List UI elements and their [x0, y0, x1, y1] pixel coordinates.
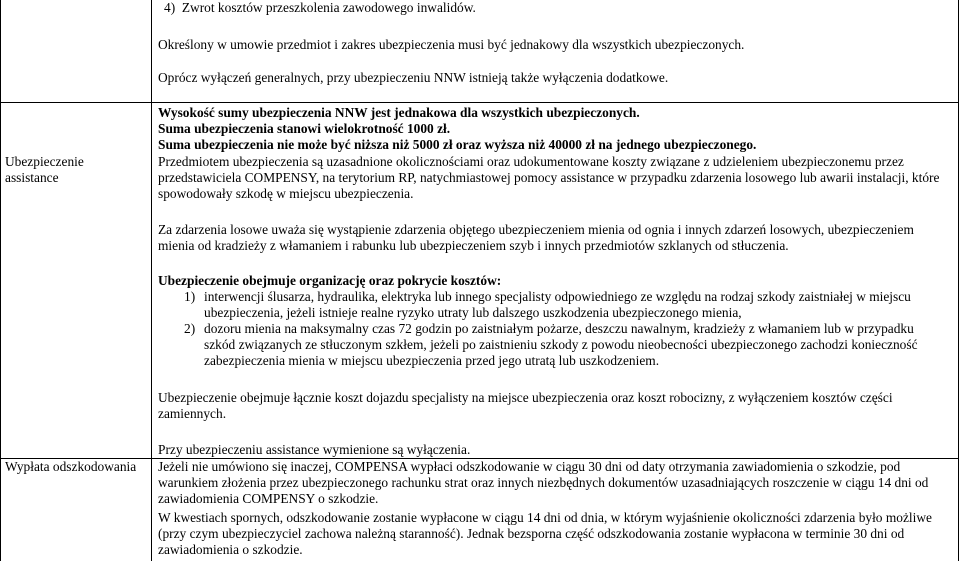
- table-border-left: [0, 0, 1, 561]
- travel-cost-paragraph: [158, 390, 943, 422]
- column-divider: [151, 0, 152, 561]
- list-item: [158, 321, 938, 369]
- random-events-paragraph: [158, 222, 953, 254]
- paragraph-text: Określony w umowie przedmiot i zakres ubezpieczenia musi być jednakowy dla wszystkich ubezpieczonych.: [158, 37, 745, 52]
- list-number: 2): [184, 321, 196, 336]
- list-item-text: dozoru mienia na maksymalny czas 72 godzin po zaistniałym pożarze, deszczu nawalnym, kradzieży z włamaniem lub w przypadku szkód związanych ze stłuczonym szkłem, jeżeli po zaistnieniu szkody z powodu nieobecności ubezpieczonego zachodzi konieczność zabezpieczenia mienia w miejscu ubezpieczenia przed jego utratą lub uszkodzeniem.: [204, 321, 918, 368]
- payout-paragraph-2: [158, 510, 953, 558]
- row-label-payout: [5, 459, 151, 475]
- payout-paragraph-1: [158, 459, 953, 507]
- list-number: 1): [184, 289, 196, 304]
- list-item: [158, 289, 938, 321]
- top-item: [164, 0, 944, 16]
- list-item-4: 4) Zwrot kosztów przeszkolenia zawodowego inwalidów.: [164, 0, 476, 15]
- row-label-line: assistance: [5, 170, 59, 185]
- coverage-list: [158, 289, 938, 369]
- paragraph-text: Przy ubezpieczeniu assistance wymienione są wyłączenia.: [158, 442, 471, 457]
- table-border-right: [958, 0, 959, 561]
- paragraph-text: Ubezpieczenie obejmuje łącznie koszt dojazdu specjalisty na miejsce ubezpieczenia oraz koszt robocizny, z wyłączeniem kosztów części zamiennych.: [158, 390, 893, 421]
- sum-insured-rules: [158, 105, 958, 153]
- coverage-section: [158, 273, 938, 369]
- paragraph-identical-scope: [158, 37, 953, 53]
- paragraph-text: Za zdarzenia losowe uważa się wystąpienie zdarzenia objętego ubezpieczeniem mienia od ognia i innych zdarzeń losowych, ubezpieczeniem mienia od kradzieży z włamaniem i rabunku lub ubezpieczeniem szyb i innych przedmiotów szklanych od stłuczenia.: [158, 222, 914, 253]
- row-label-line: Ubezpieczenie: [5, 154, 84, 169]
- paragraph-text: W kwestiach spornych, odszkodowanie zostanie wypłacone w ciągu 14 dni od dnia, w którym wyjaśnienie okoliczności zdarzenia było możliwe (przy czym ubezpieczyciel zachowa należną staranność). Jednak bezsporna część odszkodowania zostanie wypłacona w terminie 30 dni od zawiadomienia o szkodzie.: [158, 510, 932, 557]
- paragraph-text: Przedmiotem ubezpieczenia są uzasadnione okolicznościami oraz udokumentowane koszty związane z udzieleniem ubezpieczonemu przez przedstawiciela COMPENSY, na terytorium RP, natychmiastowej pomocy assistance w przypadku zdarzenia losowego lub awarii instalacji, które spowodowały szkodę w miejscu ubezpieczenia.: [158, 154, 940, 201]
- bold-rule: Suma ubezpieczenia stanowi wielokrotność 1000 zł.: [158, 121, 451, 136]
- list-item-text: interwencji ślusarza, hydraulika, elektryka lub innego specjalisty odpowiedniego ze względu na rodzaj szkody zaistniałej w miejscu ubezpieczenia, jeżeli istnieje realne ryzyko utraty lub dalszego uszkodzenia ubezpieczonego mienia,: [204, 289, 911, 320]
- row-divider-assistance: [0, 102, 959, 103]
- paragraph-exclusions: [158, 70, 953, 86]
- row-label-assistance: [5, 154, 145, 186]
- bold-rule: Suma ubezpieczenia nie może być niższa niż 5000 zł oraz wyższa niż 40000 zł na jednego ubezpieczonego.: [158, 137, 757, 152]
- bold-rule: Wysokość sumy ubezpieczenia NNW jest jednakowa dla wszystkich ubezpieczonych.: [158, 105, 640, 120]
- assistance-exclusions-paragraph: [158, 442, 938, 458]
- paragraph-text: Oprócz wyłączeń generalnych, przy ubezpieczeniu NNW istnieją także wyłączenia dodatkowe.: [158, 70, 669, 85]
- paragraph-text: Jeżeli nie umówiono się inaczej, COMPENSA wypłaci odszkodowanie w ciągu 30 dni od daty otrzymania zawiadomienia o szkodzie, pod warunkiem złożenia przez ubezpieczonego rachunku strat oraz innych niezbędnych dokumentów uzasadniających roszczenie w ciągu 14 dni od zawiadomienia COMPENSY o szkodzie.: [158, 459, 929, 506]
- coverage-heading: Ubezpieczenie obejmuje organizację oraz pokrycie kosztów:: [158, 273, 502, 288]
- assistance-subject-paragraph: [158, 154, 953, 202]
- row-label-line: Wypłata odszkodowania: [5, 459, 137, 474]
